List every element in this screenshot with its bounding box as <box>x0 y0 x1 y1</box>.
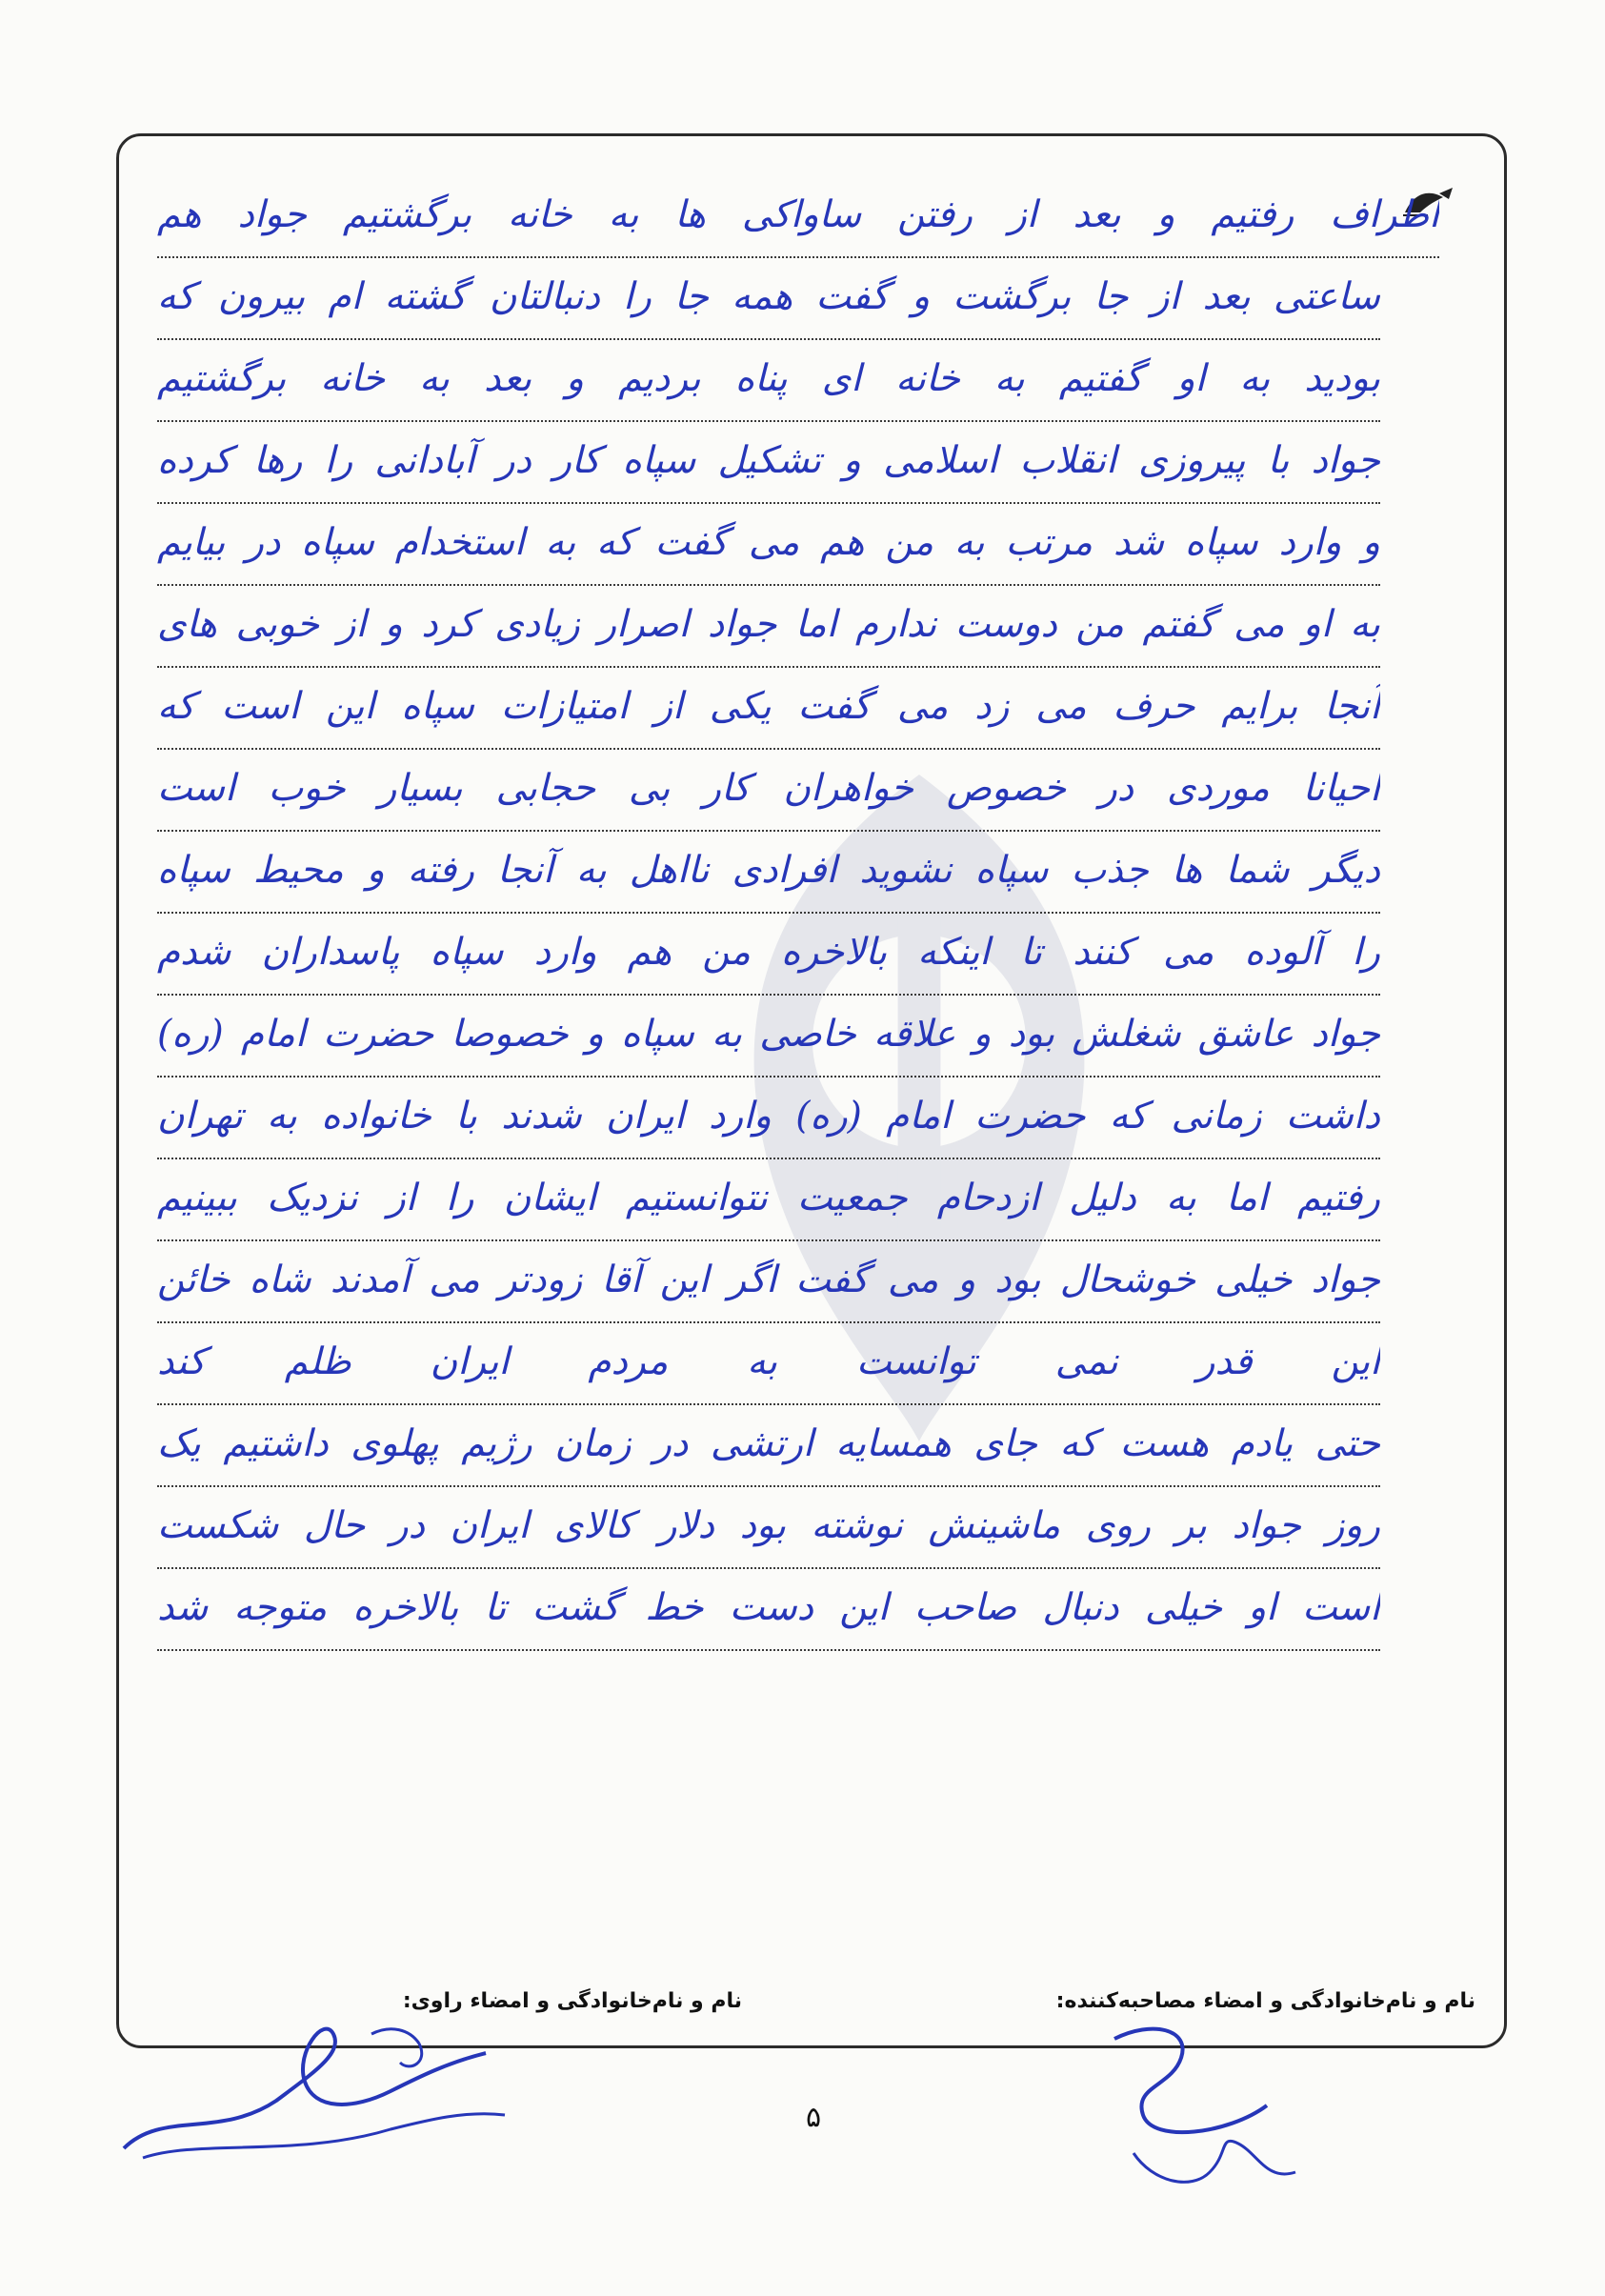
text-line: آنجا برایم حرف می زد می گفت یکی از امتیازات سپاه این است که <box>157 666 1380 750</box>
page-number: ۵ <box>806 2101 822 2134</box>
text-line: اطراف رفتیم و بعد از رفتن ساواکی ها به خانه برگشتیم جواد هم <box>157 174 1439 258</box>
narrator-signature <box>105 1996 524 2186</box>
text-line: دیگر شما ها جذب سپاه نشوید افرادی نااهل به آنجا رفته و محیط سپاه <box>157 830 1380 914</box>
text-line: احیانا موردی در خصوص خواهران کار بی حجابی بسیار خوب است <box>157 748 1380 832</box>
text-line: رفتیم اما به دلیل ازدحام جمعیت نتوانستیم ایشان را از نزدیک ببینیم <box>157 1158 1380 1241</box>
text-line: بودید به او گفتیم به خانه ای پناه بردیم و بعد به خانه برگشتیم <box>157 338 1380 422</box>
text-line: است او خیلی دنبال صاحب این دست خط گشت تا بالاخره متوجه شد <box>157 1567 1380 1651</box>
text-line: جواد عاشق شغلش بود و علاقه خاصی به سپاه و خصوصا حضرت امام (ره) <box>157 994 1380 1078</box>
text-line: جواد با پیروزی انقلاب اسلامی و تشکیل سپاه کار در آبادانی را رها کرده <box>157 420 1380 504</box>
text-line: و وارد سپاه شد مرتب به من هم می گفت که به استخدام سپاه در بیایم <box>157 502 1380 586</box>
interviewer-signature <box>1076 2001 1324 2201</box>
narrator-signature-label: نام و نام‌خانوادگی و امضاء راوی: <box>402 1989 742 2013</box>
text-line: ساعتی بعد از جا برگشت و گفت همه جا را دنبالتان گشته ام بیرون که <box>157 256 1380 340</box>
text-line: حتی یادم هست که جای همسایه ارتشی در زمان رژیم پهلوی داشتیم یک <box>157 1403 1380 1487</box>
page-frame <box>116 133 1507 2048</box>
text-line: به او می گفتم من دوست ندارم اما جواد اصرار زیادی کرد و از خوبی های <box>157 584 1380 668</box>
text-line: را آلوده می کنند تا اینکه بالاخره من هم وارد سپاه پاسداران شدم <box>157 912 1380 996</box>
text-line: داشت زمانی که حضرت امام (ره) وارد ایران شدند با خانواده به تهران <box>157 1076 1380 1159</box>
text-line: این قدر نمی توانست به مردم ایران ظلم کند <box>157 1321 1380 1405</box>
interviewer-signature-label: نام و نام‌خانوادگی و امضاء مصاحبه‌کننده: <box>1055 1989 1475 2013</box>
text-line: روز جواد بر روی ماشینش نوشته بود دلار کالای ایران در حال شکست <box>157 1485 1380 1569</box>
text-line: جواد خیلی خوشحال بود و می گفت اگر این آقا زودتر می آمدند شاه خائن <box>157 1239 1380 1323</box>
